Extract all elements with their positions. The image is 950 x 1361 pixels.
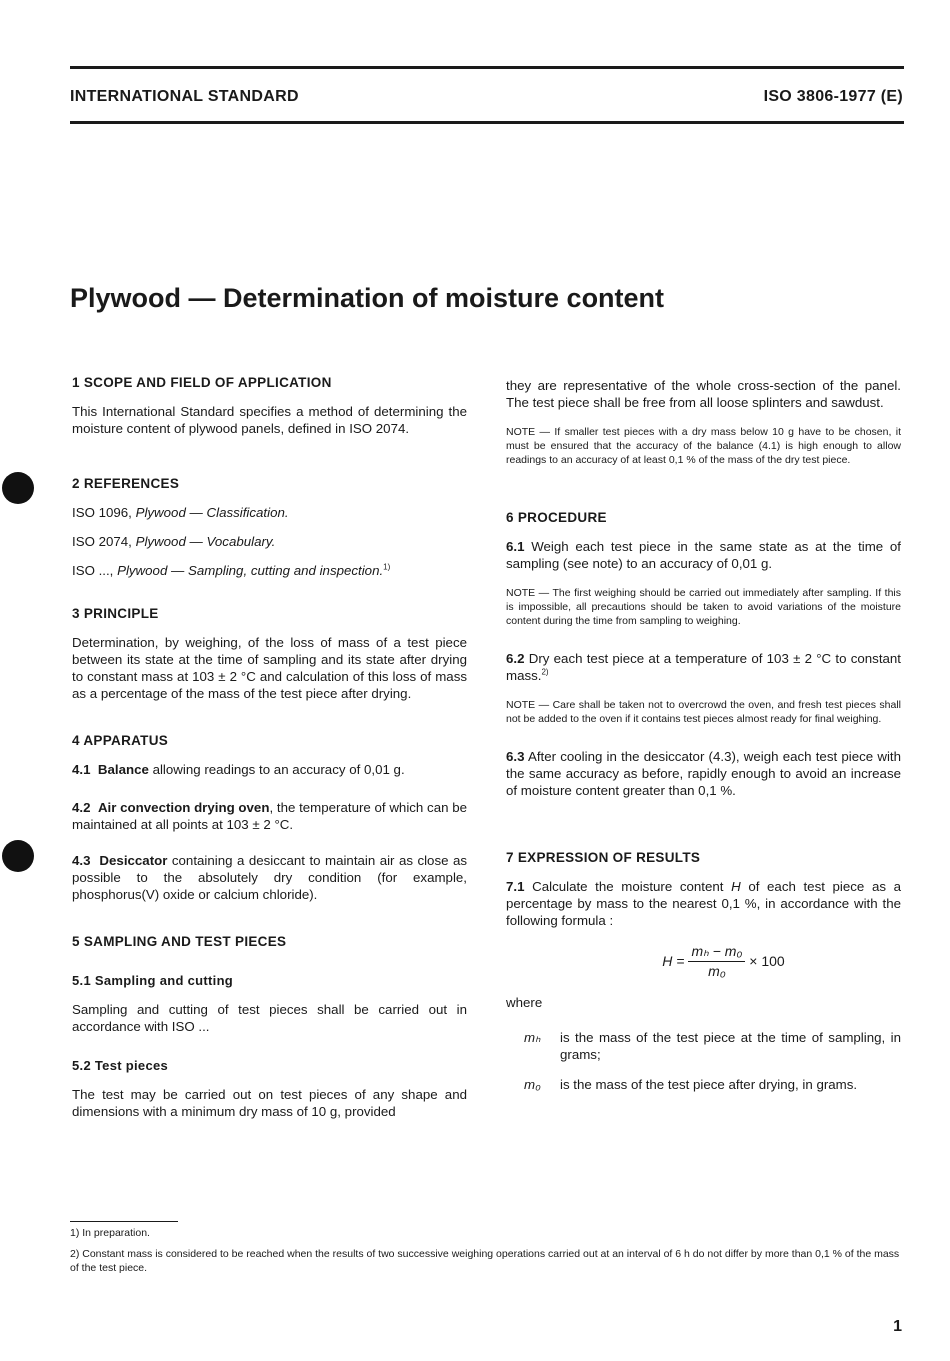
results-text: Calculate the moisture content [524, 879, 732, 894]
page-number: 1 [893, 1318, 902, 1335]
procedure-note-2: NOTE — Care shall be taken not to overcrowd the oven, and fresh test pieces shall not be added to the oven if it contains test pieces almost ready for final weighing. [506, 699, 901, 725]
apparatus-text: containing a desiccant to maintain air as close as possible to the absolutely dry condition (for example, phosphorus(V) oxide or calcium chloride). [72, 853, 467, 902]
apparatus-text: allowing readings to an accuracy of 0,01 g. [148, 762, 405, 777]
test-pieces-continued: they are representative of the whole cross-section of the panel. The test piece shall be free from all loose splinters and sawdust. [506, 378, 901, 410]
reference-prefix: ISO ..., [72, 563, 118, 578]
procedure-text: After cooling in the desiccator (4.3), weigh each test piece with the same accuracy as before, rapidly enough to avoid an increase of moisture content greater than 0,1 %. [506, 749, 901, 798]
procedure-step-6-2 [506, 650, 901, 684]
section-heading-sampling: 5 SAMPLING AND TEST PIECES [72, 934, 287, 949]
section-heading-references: 2 REFERENCES [72, 476, 180, 491]
reference-iso-1096 [72, 504, 467, 521]
section-heading-apparatus: 4 APPARATUS [72, 733, 169, 748]
apparatus-term: Desiccator [99, 853, 168, 868]
left-column [72, 374, 467, 1120]
formula-denominator: m₀ [708, 963, 726, 979]
page-title: Plywood — Determination of moisture content [70, 283, 665, 313]
clause-number: 6.1 [506, 539, 525, 554]
definition-text: is the mass of the test piece after drying, in grams. [560, 1077, 858, 1092]
results-step-7-1 [506, 878, 901, 929]
reference-prefix: ISO 1096, [72, 505, 136, 520]
apparatus-item-oven [72, 799, 467, 833]
reference-iso-2074 [72, 533, 467, 550]
test-pieces-note: NOTE — If smaller test pieces with a dry mass below 10 g have to be chosen, it must be ensured that the accuracy of the balance (4.1) is high enough to allow readings to an accuracy of at least 0,1 % of the mass of the dry test piece. [506, 426, 901, 466]
header-standard-label: INTERNATIONAL STANDARD [70, 88, 299, 105]
scope-paragraph: This International Standard specifies a method of determining the moisture content of plywood panels, defined in ISO 2074. [72, 404, 467, 436]
procedure-step-6-3 [506, 748, 901, 799]
reference-iso-sampling [72, 562, 467, 579]
footnote-mark: 1) [383, 562, 391, 572]
apparatus-term: Air convection drying oven [97, 800, 270, 815]
where-label: where [506, 995, 543, 1010]
header-document-id: ISO 3806-1977 (E) [763, 88, 903, 105]
procedure-text: Dry each test piece at a temperature of 103 ± 2 °C to constant mass. [506, 651, 901, 683]
procedure-step-6-1 [506, 538, 901, 572]
punch-hole-mark [2, 840, 34, 872]
clause-number: 6.3 [506, 749, 525, 764]
procedure-text: Weigh each test piece in the same state as at the time of sampling (see note) to an accuracy of 0,01 g. [506, 539, 901, 571]
clause-number: 4.3 [72, 853, 91, 868]
results-text: of each test piece as a percentage by mass to the nearest 0,1 %, in accordance with the following formula : [506, 879, 901, 928]
right-column [506, 374, 901, 1093]
variable-h: H [731, 879, 741, 894]
sampling-cutting-paragraph: Sampling and cutting of test pieces shall be carried out in accordance with ISO ... [72, 1002, 467, 1034]
reference-prefix: ISO 2074, [72, 534, 136, 549]
section-heading-results: 7 EXPRESSION OF RESULTS [506, 850, 701, 865]
footnote-rule [70, 1221, 178, 1222]
reference-title: Plywood — Vocabulary. [135, 534, 276, 549]
clause-number: 4.2 [72, 800, 91, 815]
apparatus-text: , the temperature of which can be maintained at all points at 103 ± 2 °C. [72, 800, 467, 832]
test-pieces-paragraph: The test may be carried out on test pieces of any shape and dimensions with a minimum dry mass of 10 g, provided [72, 1087, 467, 1119]
section-heading-scope: 1 SCOPE AND FIELD OF APPLICATION [72, 375, 332, 390]
formula-lhs: H = [662, 953, 685, 969]
subsection-heading-sampling-cutting: 5.1 Sampling and cutting [72, 973, 234, 988]
formula-rhs: × 100 [749, 953, 785, 969]
procedure-note-1: NOTE — The first weighing should be carried out immediately after sampling. If this is impossible, all precautions should be taken to avoid variations of the moisture content during the time from sampling to weighing. [506, 587, 901, 627]
subsection-heading-test-pieces: 5.2 Test pieces [72, 1058, 169, 1073]
top-rule [70, 66, 904, 69]
principle-paragraph: Determination, by weighing, of the loss of mass of a test piece between its state at the time of sampling and its state after drying to constant mass at 103 ± 2 °C and calculation of this loss of mass as a percentage of the mass of the test piece after drying. [72, 635, 467, 701]
apparatus-item-balance [72, 761, 467, 778]
reference-title: Plywood — Classification. [135, 505, 289, 520]
footnote-mark: 2) [541, 667, 549, 677]
definition-symbol: mₕ [524, 1030, 541, 1045]
formula-numerator: mₕ − m₀ [688, 943, 745, 962]
definition-symbol: m₀ [524, 1077, 541, 1092]
header-bottom-rule [70, 121, 904, 124]
apparatus-term: Balance [97, 762, 149, 777]
clause-number: 4.1 [72, 762, 91, 777]
footnote-2: 2) Constant mass is considered to be reached when the results of two successive weighing operations carried out at an interval of 6 h do not differ by more than 0,1 % of the mass of the test piece. [70, 1248, 900, 1274]
footnote-1: 1) In preparation. [70, 1227, 150, 1239]
reference-title: Plywood — Sampling, cutting and inspection. [117, 563, 384, 578]
punch-hole-mark [2, 472, 34, 504]
definition-m-0 [506, 1076, 901, 1093]
clause-number: 7.1 [506, 879, 525, 894]
clause-number: 6.2 [506, 651, 525, 666]
definition-text: is the mass of the test piece at the time of sampling, in grams; [560, 1030, 901, 1062]
definition-m-h [506, 1029, 901, 1063]
apparatus-item-desiccator [72, 852, 467, 903]
formula-fraction [688, 943, 745, 980]
section-heading-principle: 3 PRINCIPLE [72, 606, 159, 621]
section-heading-procedure: 6 PROCEDURE [506, 510, 607, 525]
moisture-formula [546, 943, 901, 980]
